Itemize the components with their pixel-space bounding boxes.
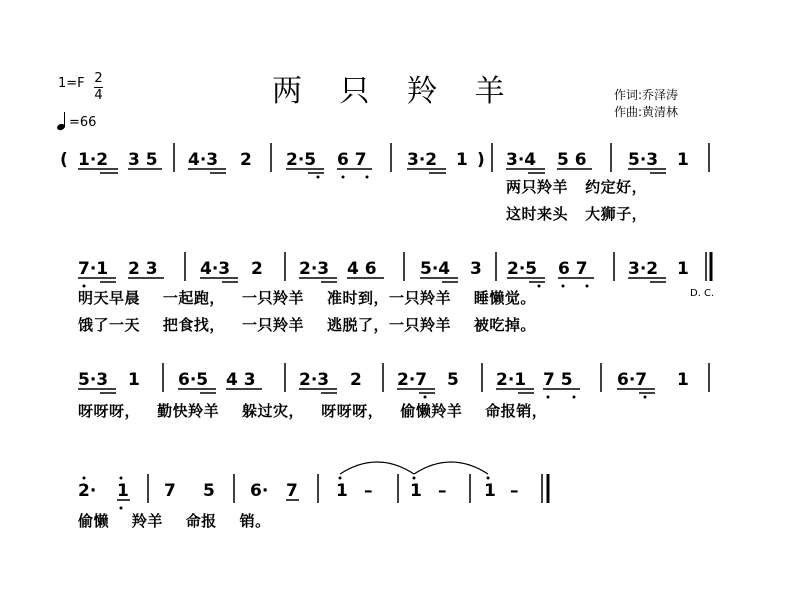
lyric-line-2a: 明天早晨 一起跑， 一只羚羊 准时到，一只羚羊 睡懒觉。 xyxy=(78,289,536,307)
note-group: 1 xyxy=(677,259,689,279)
octave-dots xyxy=(424,396,647,399)
note-group: 7 5 xyxy=(543,370,573,390)
lyric-line-4: 偷懒 羚羊 命报 销。 xyxy=(78,512,271,530)
note-group: 6·7 xyxy=(617,370,648,390)
tempo-value: =66 xyxy=(69,115,97,130)
note-group: 2·3 xyxy=(299,259,330,279)
note-group: 2·7 xyxy=(397,370,428,390)
note-group: 4·3 xyxy=(200,259,231,279)
time-signature-top: 2 xyxy=(94,71,103,86)
note-group: 5 xyxy=(203,481,215,501)
note-group: 5·3 xyxy=(78,370,109,390)
note-group: 2 xyxy=(350,370,362,390)
note-group: 3·2 xyxy=(628,259,659,279)
note-group: 5·3 xyxy=(628,150,659,170)
note-group: – xyxy=(364,481,373,501)
note-group: 1 xyxy=(128,370,140,390)
note-group: 4·3 xyxy=(188,150,219,170)
note-group: 1 xyxy=(336,481,348,501)
note-group: 6 7 xyxy=(558,259,588,279)
lyric-line-1a: 两只羚羊 约定好， xyxy=(506,178,648,196)
note-group: 1 xyxy=(456,150,468,170)
note-group: 2 xyxy=(251,259,263,279)
note-group: – xyxy=(510,481,519,501)
tie-arcs xyxy=(340,462,488,474)
note-group: 7·1 xyxy=(78,259,109,279)
note-group: 4 6 xyxy=(347,259,377,279)
note-group: 2·1 xyxy=(496,370,527,390)
octave-dots xyxy=(317,176,369,179)
song-title: 两 只 羚 羊 xyxy=(272,74,519,109)
key-signature: 1=F xyxy=(58,76,85,91)
close-paren: ) xyxy=(477,150,485,170)
note-group: 1 xyxy=(484,481,496,501)
note-group: 6 7 xyxy=(337,150,367,170)
time-signature-bottom: 4 xyxy=(94,88,103,103)
note-group: 5 xyxy=(447,370,459,390)
lyricist-credit: 作词:乔泽涛 xyxy=(614,88,679,102)
note-group: 6· xyxy=(250,481,269,501)
note-group: 7 xyxy=(164,481,176,501)
note-group: 2·3 xyxy=(299,370,330,390)
note-group: 2 xyxy=(240,150,252,170)
beam-lines xyxy=(78,169,666,173)
beam-lines xyxy=(78,389,655,393)
open-paren: ( xyxy=(60,150,68,170)
note-group: 5 6 xyxy=(557,150,587,170)
note-group: 1 xyxy=(410,481,422,501)
note-group: 3 xyxy=(470,259,482,279)
note-group: 2 3 xyxy=(128,259,158,279)
dc-mark: D. C. xyxy=(690,288,715,299)
note-group: 2· xyxy=(78,481,97,501)
note-group: 3 5 xyxy=(128,150,158,170)
lyric-line-3: 呀呀呀， 勤快羚羊 躲过灾， 呀呀呀， 偷懒羚羊 命报销， xyxy=(78,402,548,420)
note-group: 2·5 xyxy=(286,150,317,170)
staff-row-4 xyxy=(78,462,548,510)
note-group: 5·4 xyxy=(420,259,451,279)
note-group: 1 xyxy=(677,370,689,390)
composer-credit: 作曲:黄清林 xyxy=(614,105,679,119)
lyric-line-1b: 这时来头 大狮子， xyxy=(506,205,648,223)
staff-row-3 xyxy=(78,363,709,399)
note-group: – xyxy=(438,481,447,501)
note-group: 3·4 xyxy=(506,150,537,170)
note-group: 3·2 xyxy=(407,150,438,170)
note-group: 6·5 xyxy=(178,370,209,390)
note-group: 1·2 xyxy=(78,150,109,170)
note-group: 2·5 xyxy=(507,259,538,279)
lyric-line-2b: 饿了一天 把食找， 一只羚羊 逃脱了，一只羚羊 被吃掉。 xyxy=(78,316,536,334)
note-group: 7 xyxy=(286,481,298,501)
note-group: 4 3 xyxy=(226,370,256,390)
note-group: 1 xyxy=(117,481,129,501)
staff-row-1 xyxy=(60,143,709,179)
beam-lines xyxy=(78,278,666,282)
note-group: 1 xyxy=(677,150,689,170)
